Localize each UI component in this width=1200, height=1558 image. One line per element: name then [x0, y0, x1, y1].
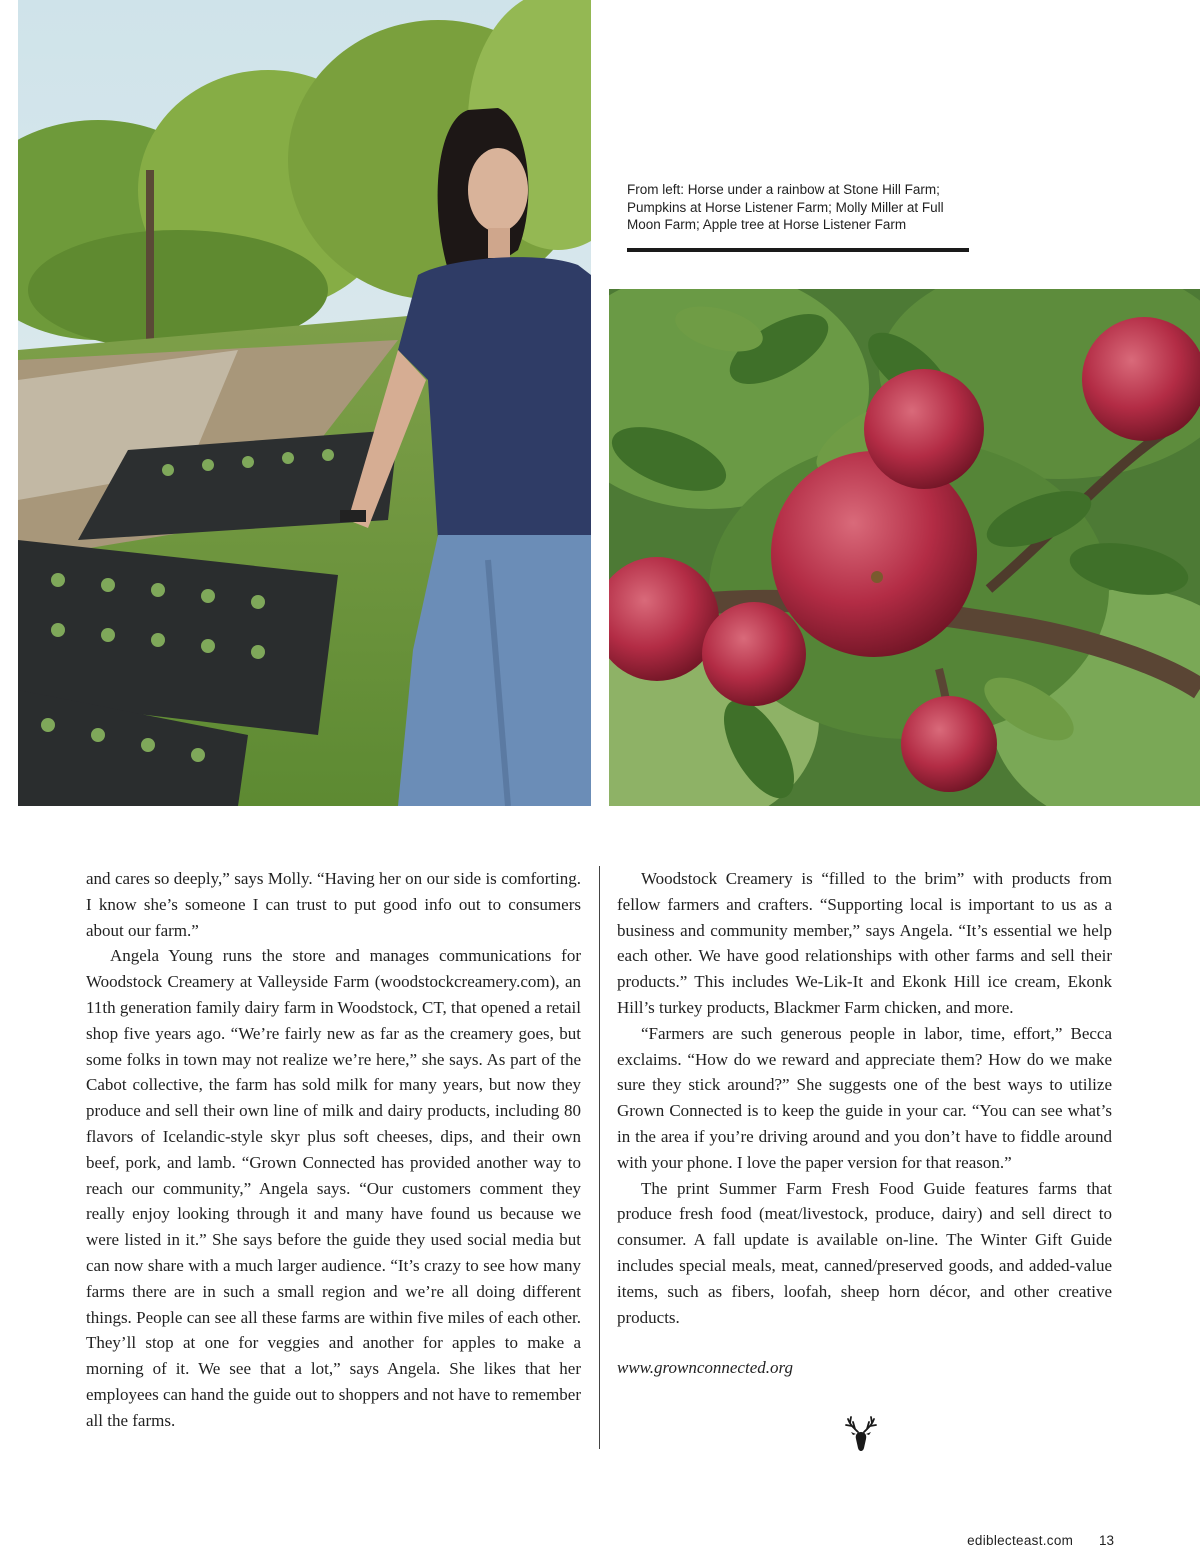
deer-icon	[842, 1416, 880, 1454]
page-footer	[967, 1533, 1114, 1548]
article-column-left	[86, 866, 581, 1434]
photo-woman-seedlings	[18, 0, 591, 806]
paragraph: “Farmers are such generous people in labor, time, effort,” Becca exclaims. “How do we reward and appreciate them? How do we make sure they stick around?” She suggests one of the best ways to utilize Grown Connected is to keep the guide in your car. “You can see what’s in the area if you’re driving around and you don’t have to fiddle around with your phone. I love the paper version for that reason.”	[617, 1023, 1112, 1172]
paragraph: and cares so deeply,” says Molly. “Having her on our side is comforting. I know she’s someone I can trust to put good info out to consumers about our farm.”	[86, 869, 581, 940]
paragraph: The print Summer Farm Fresh Food Guide features farms that produce fresh food (meat/livestock, produce, dairy) and sell direct to consumer. A fall update is available on-line. The Winter Gift Guide includes special meals, meat, canned/preserved goods, and added-value items, such as fibers, loofah, sheep horn décor, and other creative products.	[617, 1178, 1112, 1327]
paragraph: Woodstock Creamery is “filled to the brim” with products from fellow farmers and crafters. “Supporting local is important to us as a business and community member,” says Angela. “It’s essential we help each other. We have good relationships with other farms and sell their products.” This includes We-Lik-It and Ekonk Hill ice cream, Ekonk Hill’s turkey products, Blackmer Farm chicken, and more.	[617, 869, 1112, 1017]
footer-site[interactable]: ediblecteast.com	[967, 1533, 1074, 1548]
column-divider	[599, 866, 600, 1449]
photo-caption: From left: Horse under a rainbow at Stone Hill Farm; Pumpkins at Horse Listener Farm; Molly Miller at Full Moon Farm; Apple tree at Horse Listener Farm	[627, 182, 944, 232]
page-number: 13	[1098, 1533, 1114, 1548]
paragraph: Angela Young runs the store and manages communications for Woodstock Creamery at Valleyside Farm (woodstockcreamery.com), an 11th generation family dairy farm in Woodstock, CT, that opened a retail shop five years ago. “We’re fairly new as far as the creamery goes, but some folks in town may not realize we’re here,” she says. As part of the Cabot collective, the farm has sold milk for many years, but now they produce and sell their own line of milk and dairy products, including 80 flavors of Icelandic-style skyr plus soft cheeses, dips, and their own beef, pork, and lamb. “Grown Connected has provided another way to reach our community,” Angela says. “Our customers comment they really enjoy looking through it and many have found us because we were listed in it.” She says before the guide they used social media but can now share with a much larger audience. “It’s crazy to see how many farms there are in such a small region and we’re all doing different things. People can see all these farms are within five miles of each other. They’ll stop at one for veggies and another for apples to make a morning of it. We see that a lot,” says Angela. She likes that her employees can hand the guide out to shoppers and not have to remember all the farms.	[86, 946, 581, 1430]
article-column-right	[617, 866, 1112, 1381]
photo-apple-tree	[609, 289, 1200, 806]
caption-rule	[627, 248, 969, 252]
website-link[interactable]: www.grownconnected.org	[617, 1358, 793, 1378]
